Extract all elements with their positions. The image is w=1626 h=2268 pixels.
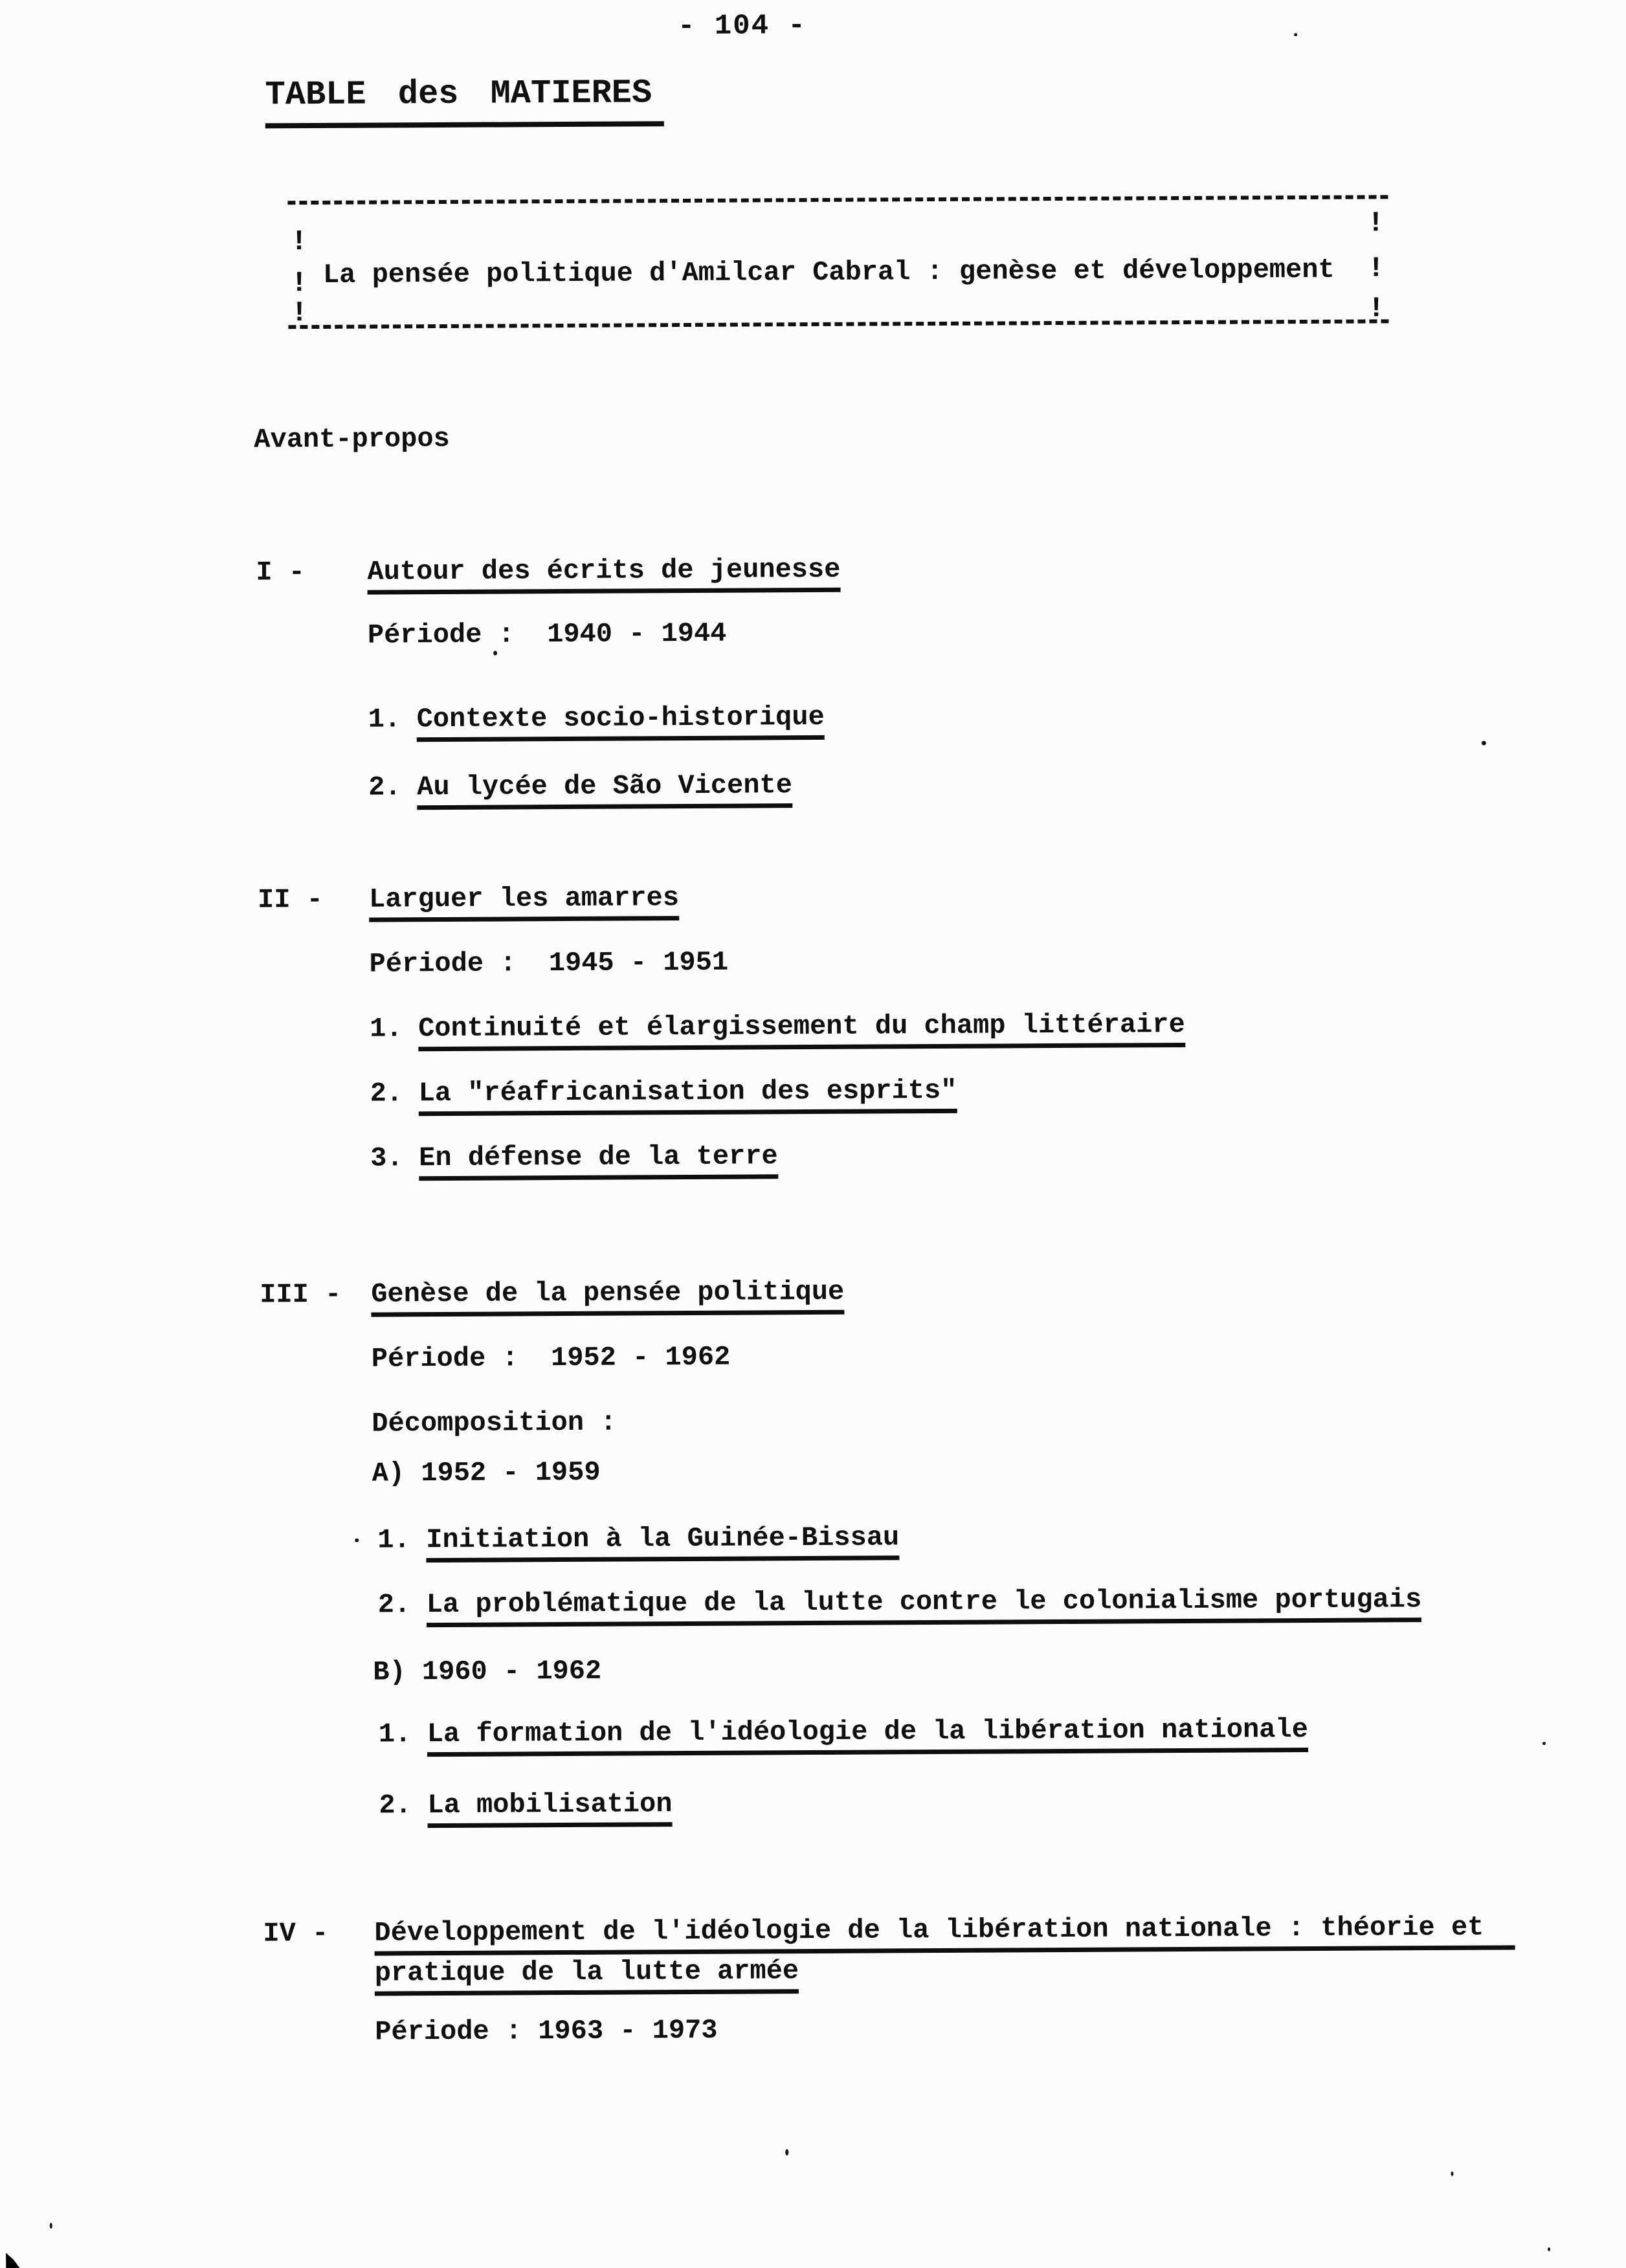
scan-speck — [1542, 1742, 1546, 1745]
scan-speck — [1451, 2172, 1453, 2176]
section-4-title-line2-row — [375, 1956, 799, 1988]
box-border-mark: ! — [1367, 207, 1385, 240]
item-title: La problématique de la lutte contre le colonialisme portugais — [427, 1584, 1422, 1627]
section-3-item-b2 — [379, 1789, 672, 1820]
box-border-mark: ! — [1367, 293, 1385, 326]
item-title: La "réafricanisation des esprits" — [419, 1075, 957, 1116]
section-2-numeral: II - — [257, 884, 324, 916]
section-3-title: Genèse de la pensée politique — [371, 1276, 844, 1317]
item-title: Initiation à la Guinée-Bissau — [426, 1522, 899, 1562]
box-border-mark: ! — [1367, 252, 1385, 285]
section-3-heading — [260, 1277, 844, 1310]
section-4-numeral: IV - — [263, 1917, 329, 1950]
section-2-item-2 — [370, 1076, 957, 1109]
scan-speck — [1294, 33, 1297, 36]
section-3-decomposition: Décomposition : — [372, 1406, 617, 1440]
section-1-numeral: I - — [256, 557, 306, 588]
section-3-periode: Période : 1952 - 1962 — [371, 1341, 731, 1375]
section-2-heading — [258, 883, 679, 915]
section-1-heading — [256, 555, 840, 588]
scan-speck — [493, 651, 497, 656]
item-number: 2. — [379, 1790, 412, 1821]
item-number: 2. — [370, 1078, 403, 1109]
item-number: 2. — [377, 1589, 411, 1621]
page-number: - 104 - — [677, 10, 807, 43]
title-box — [287, 195, 1388, 329]
item-number: 2. — [368, 772, 401, 803]
scan-speck — [355, 1539, 359, 1542]
scan-speck — [50, 2223, 52, 2229]
item-title: La formation de l'idéologie de la libération nationale — [427, 1714, 1308, 1757]
section-4-periode: Période : 1963 - 1973 — [375, 2014, 718, 2048]
item-number: 1. — [378, 1718, 412, 1750]
page-title: TABLE des MATIERES — [265, 76, 663, 128]
item-number: 1. — [370, 1013, 403, 1045]
section-2-item-1 — [370, 1010, 1185, 1044]
item-title: Au lycée de São Vicente — [417, 770, 792, 810]
section-1-periode: Période : 1940 - 1944 — [367, 617, 727, 651]
item-number: 3. — [370, 1142, 403, 1174]
section-3-numeral: III - — [260, 1278, 342, 1311]
section-4-title-line1: Développement de l'idéologie de la libération nationale : théorie et — [374, 1911, 1515, 1955]
section-2-title: Larguer les amarres — [369, 882, 679, 922]
page-title-row — [265, 76, 663, 128]
item-number: 1. — [368, 704, 401, 735]
item-title: Contexte socio-historique — [417, 702, 825, 742]
item-title: En défense de la terre — [419, 1140, 778, 1181]
box-border-mark: ! — [290, 226, 308, 259]
section-3-item-a1 — [377, 1522, 899, 1555]
scan-speck — [1482, 741, 1486, 746]
item-title: Continuité et élargissement du champ littéraire — [418, 1009, 1185, 1051]
document-main-title: La pensée politique d'Amilcar Cabral : genèse et développement — [322, 254, 1335, 291]
scan-speck — [785, 2149, 788, 2155]
item-number: 1. — [377, 1524, 410, 1556]
scan-speck — [1548, 2247, 1550, 2251]
section-3-subperiod-a: A) 1952 - 1959 — [372, 1456, 601, 1489]
section-4-title-line2: pratique de la lutte armée — [375, 1955, 799, 1996]
section-1-title: Autour des écrits de jeunesse — [367, 554, 840, 595]
box-border-mark: ! — [291, 297, 308, 330]
section-3-item-a2 — [378, 1584, 1422, 1619]
section-1-item-1 — [368, 702, 825, 735]
section-2-item-3 — [370, 1141, 778, 1173]
section-4-heading — [263, 1912, 1515, 1948]
section-3-subperiod-b: B) 1960 - 1962 — [373, 1655, 602, 1688]
foreword-label: Avant-propos — [254, 423, 450, 456]
box-border-mark: ! — [290, 267, 308, 300]
section-3-item-b1 — [379, 1715, 1308, 1750]
section-2-periode: Période : 1945 - 1951 — [369, 946, 729, 980]
section-1-item-2 — [368, 770, 792, 802]
item-title: La mobilisation — [427, 1788, 672, 1828]
scan-smudge — [6, 2252, 23, 2268]
